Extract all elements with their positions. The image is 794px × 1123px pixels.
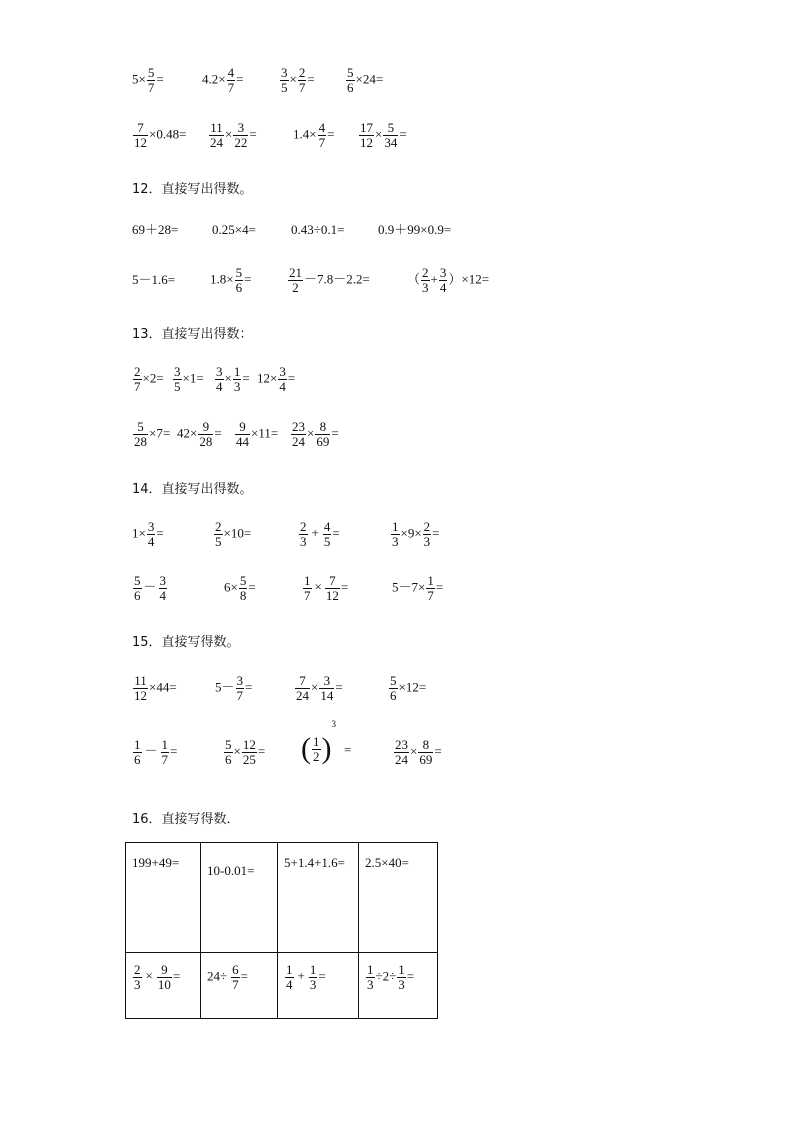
problem-13-2d: $\frac{23}{24}$ × $\frac{8}{69}$ =: [292, 419, 339, 449]
problem-14-2d: 5－7× $\frac{1}{7}$ =: [392, 573, 444, 603]
problem-15-2b: $\frac{5}{6}$ × $\frac{12}{25}$ =: [225, 737, 266, 767]
problem-15-1a: $\frac{11}{12}$ ×44=: [134, 673, 177, 703]
problem-11-1d: $\frac{5}{6}$ ×24=: [347, 65, 384, 95]
problem-13-1d: 12× $\frac{3}{4}$ =: [257, 364, 296, 394]
problem-14-2b: 6× $\frac{5}{8}$ =: [224, 573, 256, 603]
problem-13-2a: $\frac{5}{28}$ ×7=: [134, 419, 171, 449]
problem-14-1a: 1× $\frac{3}{4}$ =: [132, 519, 164, 549]
problem-15-2d: $\frac{23}{24}$ × $\frac{8}{69}$ =: [395, 737, 442, 767]
problem-11-1b: 4.2× $\frac{4}{7}$ =: [202, 65, 244, 95]
problem-11-2a: $\frac{7}{12}$ ×0.48=: [134, 120, 187, 150]
problem-15-1c: $\frac{7}{24}$ × $\frac{3}{14}$ =: [296, 673, 343, 703]
problem-13-1a: $\frac{2}{7}$ ×2=: [134, 364, 164, 394]
problem-14-2a: $\frac{5}{6}$ － $\frac{3}{4}$: [134, 573, 167, 603]
problem-15-1b: 5－ $\frac{3}{7}$ =: [215, 673, 253, 703]
problem-13-1b: $\frac{3}{5}$ ×1=: [174, 364, 204, 394]
problem-15-1d: $\frac{5}{6}$ ×12=: [390, 673, 427, 703]
problem-11-1a: 5× $\frac{5}{7}$ =: [132, 65, 164, 95]
heading-14: 14．直接写出得数。: [132, 482, 253, 497]
answer-table: [125, 842, 438, 1019]
problem-12-2c: $\frac{21}{2}$ －7.8－2.2=: [289, 265, 370, 295]
fraction: $\frac{5}{7}$: [147, 65, 155, 95]
table-cell: $\frac{1}{4}$ + $\frac{1}{3}$ =: [278, 953, 359, 1019]
table-cell: 199+49=: [126, 843, 201, 953]
problem-15-2a: $\frac{1}{6}$ － $\frac{1}{7}$ =: [134, 737, 178, 767]
heading-16: 16．直接写得数．: [132, 812, 240, 827]
table-cell: 2.5×40=: [359, 843, 438, 953]
problem-12-1c: 0.43÷0.1=: [291, 222, 345, 237]
table-cell: 24÷ $\frac{6}{7}$ =: [201, 953, 278, 1019]
problem-15-2c: ( $\frac{1}{2}$ )3=: [301, 719, 352, 765]
problem-14-1d: $\frac{1}{3}$ ×9× $\frac{2}{3}$ =: [392, 519, 440, 549]
problem-12-1b: 0.25×4=: [212, 222, 256, 237]
table-cell: $\frac{1}{3}$ ÷2÷ $\frac{1}{3}$ =: [359, 953, 438, 1019]
problem-12-2a: 5－1.6=: [132, 272, 176, 287]
problem-14-1c: $\frac{2}{3}$ + $\frac{4}{5}$ =: [300, 519, 340, 549]
heading-13: 13．直接写出得数：: [132, 327, 253, 342]
problem-13-1c: $\frac{3}{4}$ × $\frac{1}{3}$ =: [216, 364, 250, 394]
problem-11-2b: $\frac{11}{24}$ × $\frac{3}{22}$ =: [210, 120, 257, 150]
problem-13-2b: 42× $\frac{9}{28}$ =: [177, 419, 222, 449]
problem-14-1b: $\frac{2}{5}$ ×10=: [215, 519, 252, 549]
problem-11-2d: $\frac{17}{12}$ × $\frac{5}{34}$ =: [360, 120, 407, 150]
problem-12-1d: 0.9＋99×0.9=: [378, 222, 452, 237]
fraction: $\frac{4}{7}$: [227, 65, 235, 95]
table-cell: $\frac{2}{3}$ × $\frac{9}{10}$ =: [126, 953, 201, 1019]
table-cell: 10-0.01=: [201, 843, 278, 953]
problem-11-2c: 1.4× $\frac{4}{7}$ =: [293, 120, 335, 150]
problem-11-1c: $\frac{3}{5}$ × $\frac{2}{7}$ =: [281, 65, 315, 95]
heading-15: 15．直接写得数。: [132, 635, 240, 650]
heading-12: 12．直接写出得数。: [132, 182, 253, 197]
table-cell: 5+1.4+1.6=: [278, 843, 359, 953]
problem-13-2c: $\frac{9}{44}$ ×11=: [236, 419, 279, 449]
problem-12-1a: 69＋28=: [132, 222, 179, 237]
problem-14-2c: $\frac{1}{7}$ × $\frac{7}{12}$ =: [304, 573, 349, 603]
problem-12-2b: 1.8× $\frac{5}{6}$ =: [210, 265, 252, 295]
problem-12-2d: （ $\frac{2}{3}$ + $\frac{3}{4}$ ）×12=: [407, 265, 490, 295]
